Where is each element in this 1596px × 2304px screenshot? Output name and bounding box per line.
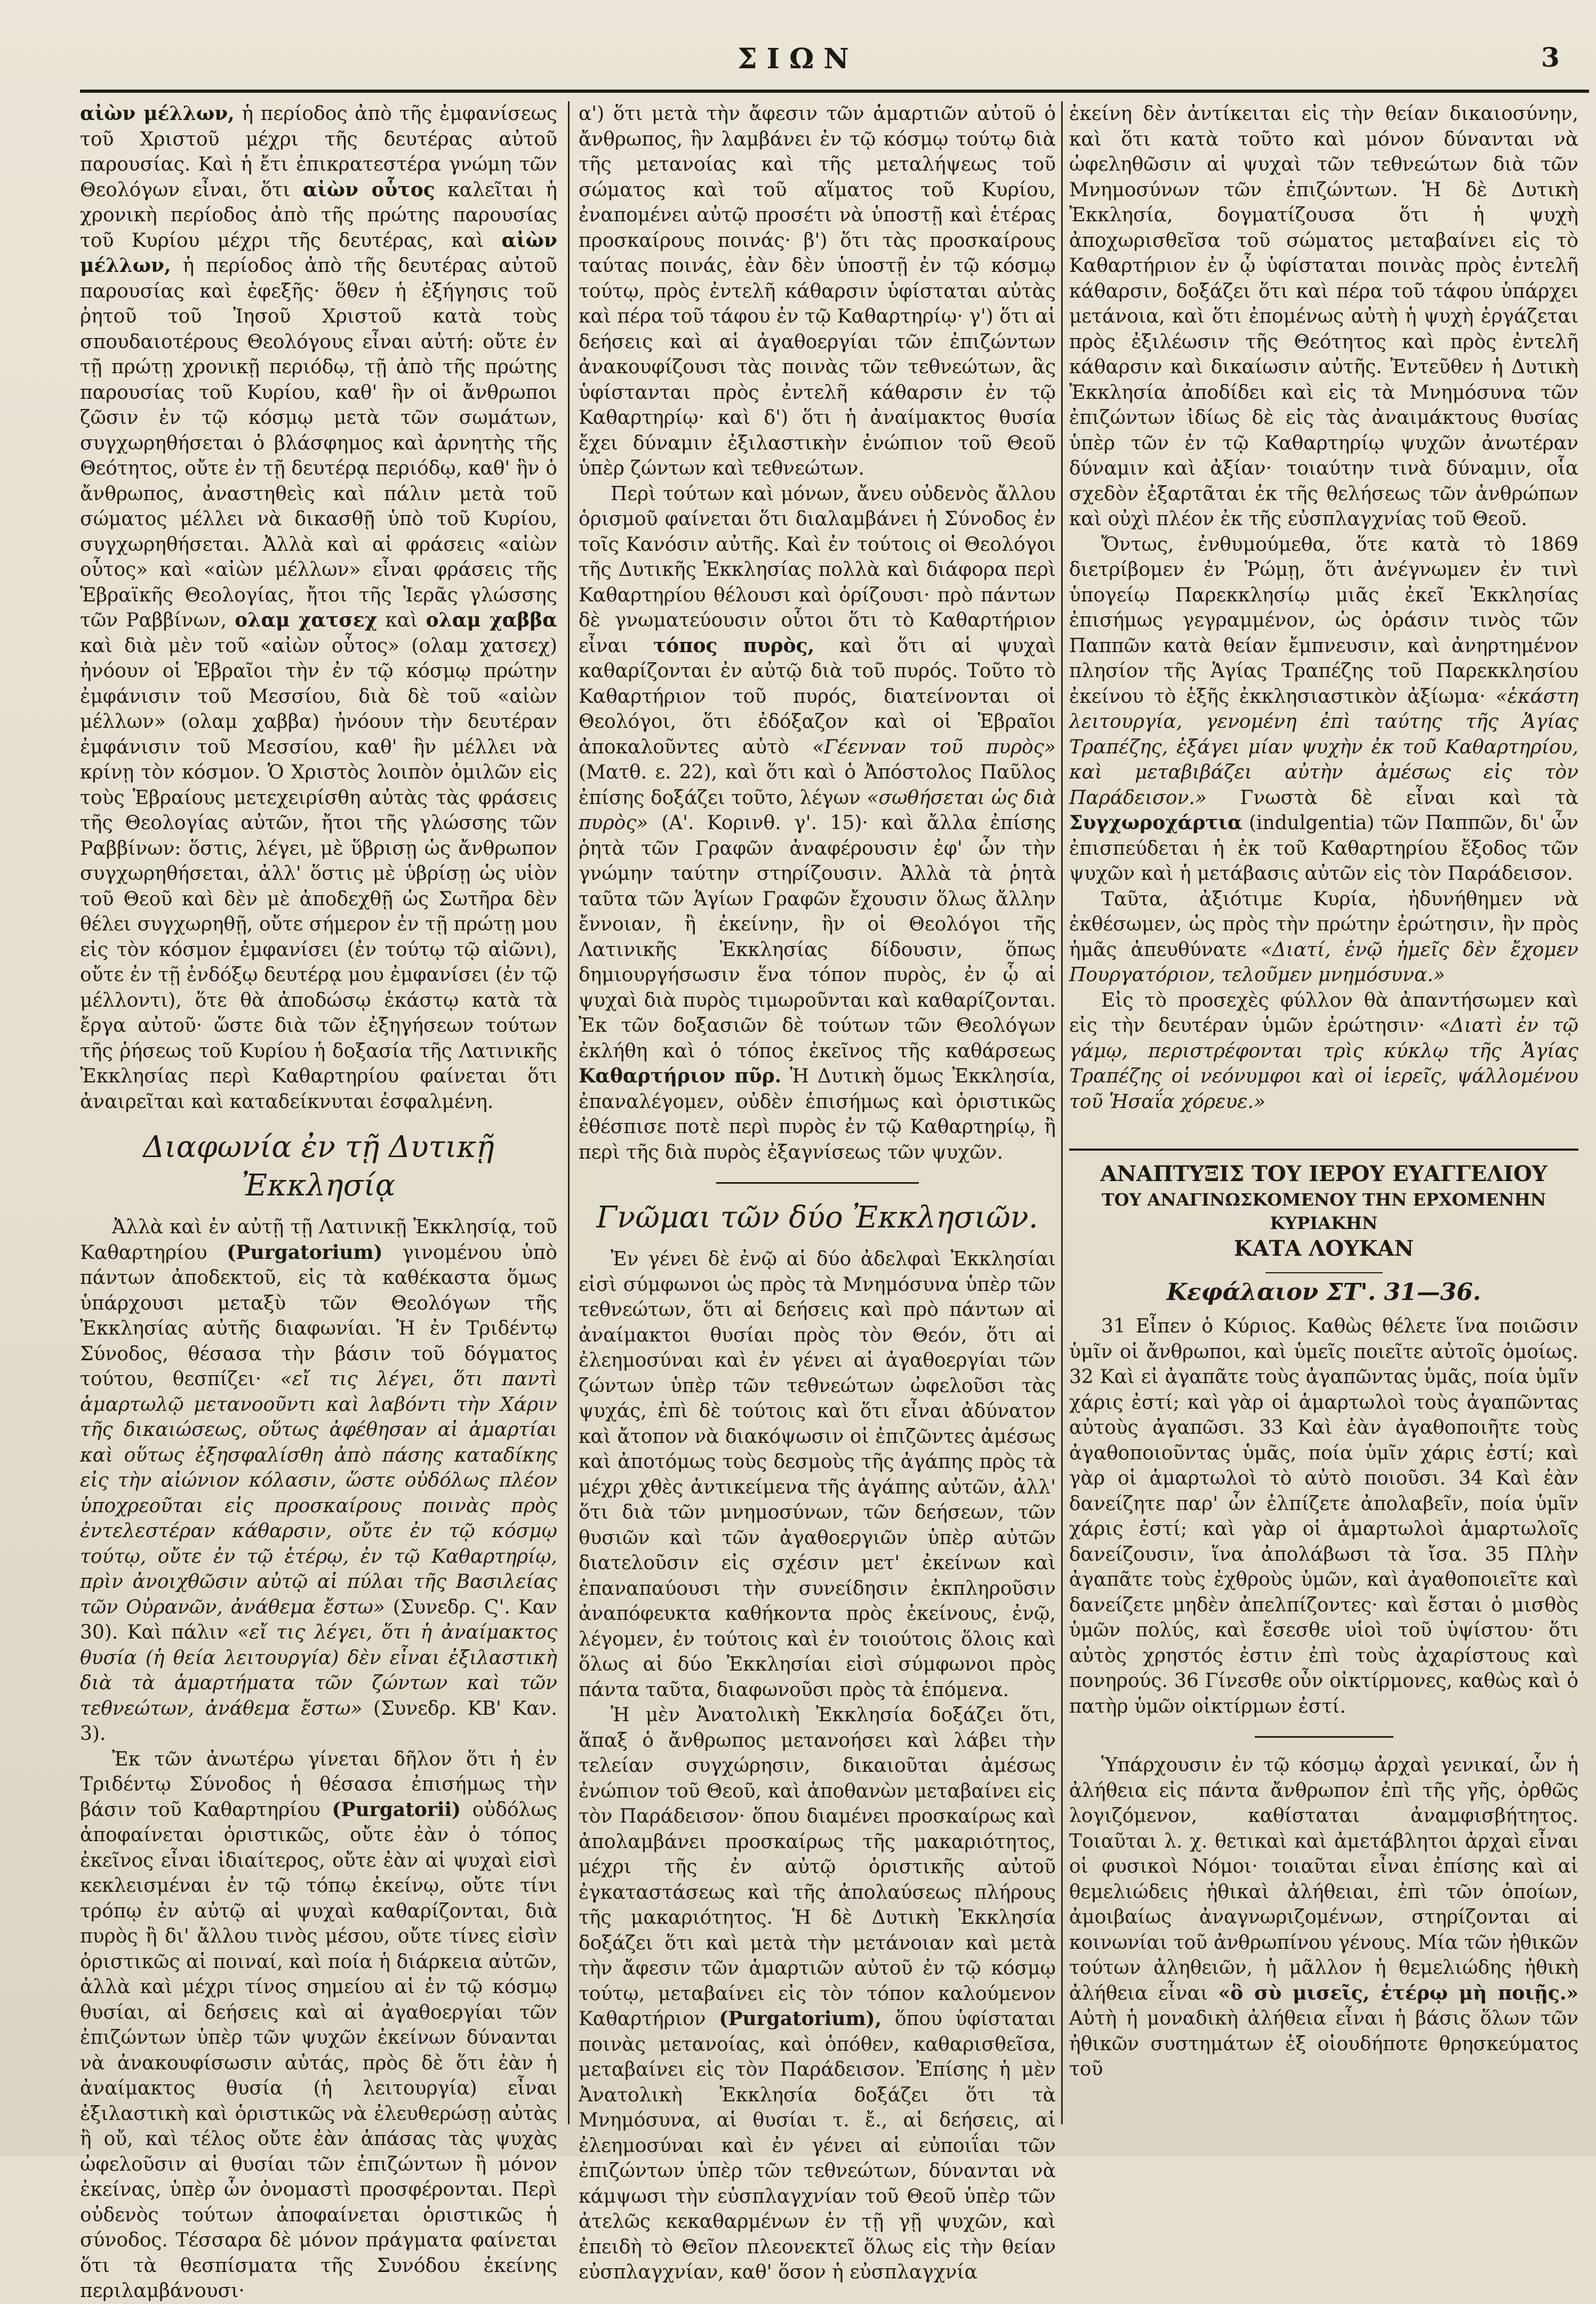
text-run: καὶ ὅτι αἱ ψυχαὶ καθαρίζονται ἐν αὐτῷ διὰ τοῦ πυρός. Τοῦτο τὸ Καθαρτήριον τοῦ πυρός, διατείνονται οἱ Θεολόγοι, ὅτι ἐδόξαζον καὶ οἱ Ἑβραῖοι ἀποκαλοῦντες αὐτὸ bbox=[579, 635, 1056, 758]
text-run: (Συνεδρ. Ϛ'. Καν 30). Καὶ πάλιν bbox=[80, 1596, 557, 1643]
text-run: (Α'. Κορινθ. γ'. 15)· καὶ ἄλλα ἐπίσης ῥητὰ τῶν Γραφῶν ἀναφέρουσιν ἐφ' ὧν τὴν γνώμην ταύτην στηρίζουσιν. Ἀλλὰ τὰ ῥητὰ ταῦτα τῶν Ἁγίων Γραφῶν ἔχουσιν ὅλως ἄλλην ἔννοιαν, ἢ ἐκείνην, ἣν οἱ Θεολόγοι τῆς Λατινικῆς Ἐκκλησίας δίδουσιν, ὅπως δημιουργήσωσιν ἕνα τόπον πυρὸς, ἐν ᾧ αἱ ψυχαὶ διὰ πυρὸς τιμωροῦνται καὶ καθαρίζονται. Ἐκ τῶν δοξασιῶν δὲ τούτων τῶν Θεολόγων ἐκλήθη καὶ ὁ τόπος ἐκεῖνος τῆς καθάρσεως bbox=[579, 812, 1056, 1062]
text-run: (Συνεδρ. ΚΒ' Καν. 3). bbox=[80, 1697, 557, 1745]
text-run: γινομένου ὑπὸ πάντων ἀποδεκτοῦ, εἰς τὰ καθέκαστα ὅμως ὑπάρχουσι μεταξὺ τῶν Θεολόγων τῆς Ἐκκλησίας αὐτῆς διαφωνίαι. Ἡ ἐν Τριδέντῳ Σύνοδος, θέσασα τὴν βάσιν τοῦ δόγματος τούτου, θεσπίζει· bbox=[80, 1241, 557, 1390]
text-run: Γνωστὰ δὲ εἶναι καὶ τὰ bbox=[1206, 786, 1578, 809]
quotation: «εἴ τις λέγει, ὅτι ἡ ἀναίμακτος θυσία (ἡ θεία λειτουργία) δὲν εἶναι ἐξιλαστικὴ διὰ τὰ ἁμαρτήματα τῶν ζώντων καὶ τῶν τεθνεώτων, ἀνάθεμα ἔστω» bbox=[80, 1621, 558, 1720]
gospel-subheading: ΤΟΥ ΑΝΑΓΙΝΩΣΚΟΜΕΝΟΥ ΤΗΝ ΕΡΧΟΜΕΝΗΝ ΚΥΡΙΑΚΗΝ bbox=[1101, 1190, 1546, 1233]
bold-term: Καθαρτήριον πῦρ. bbox=[579, 1065, 782, 1087]
text-run: Εἰς τὸ προσεχὲς φύλλον θὰ ἀπαντήσωμεν καὶ εἰς τὴν δευτέραν ὑμῶν ἐρώτησιν· bbox=[1069, 989, 1578, 1037]
bold-term: (Purgatorii) bbox=[332, 1798, 461, 1821]
page-header bbox=[0, 0, 1596, 101]
text-run: α') ὅτι μετὰ τὴν ἄφεσιν τῶν ἁμαρτιῶν αὐτοῦ ὁ ἄνθρωπος, ἣν λαμβάνει ἐν τῷ κόσμῳ τούτῳ διὰ τῆς μετανοίας καὶ τῆς μεταλήψεως τοῦ σώματος καὶ τοῦ αἵματος τοῦ Κυρίου, ἐναπομένει αὐτῷ προσέτι νὰ ὑποστῇ καὶ ἑτέρας προσκαίρους ποινάς· β') ὅτι τὰς προσκαίρους ταύτας ποινάς, ἐὰν δὲν ὑποστῇ ἐν τῷ κόσμῳ τούτῳ, πρὸς ἐντελῆ κάθαρσιν ὑφίσταται αὐτὰς καὶ πέρα τοῦ τάφου ἐν τῷ Καθαρτηρίῳ· γ') ὅτι αἱ δεήσεις καὶ αἱ ἀγαθοεργίαι τῶν ἐπιζώντων ἀνακουφίζουσι τὰς ποινὰς τῶν τεθνεώτων, ἃς ὑφίστανται πρὸς ἐντελῆ κάθαρσιν ἐν τῷ Καθαρτηρίῳ· καὶ δ') ὅτι ἡ ἀναίμακτος θυσία ἔχει δύναμιν ἐξιλαστικὴν ἐνώπιον τοῦ Θεοῦ ὑπὲρ ζώντων καὶ τεθνεώτων. bbox=[579, 103, 1056, 479]
masthead-title: ΣΙΩΝ bbox=[737, 43, 859, 75]
bold-term: τόπος πυρὸς, bbox=[653, 634, 815, 657]
section-separator bbox=[1255, 1736, 1393, 1738]
bold-term: αἰὼν μέλλων, bbox=[80, 102, 235, 125]
text-run: Αὐτὴ ἡ μοναδικὴ ἀλήθεια εἶναι ἡ βάσις ὅλων τῶν ἠθικῶν συστημάτων ἐξ οἱουδήποτε θρησκεύματος τοῦ bbox=[1069, 2008, 1578, 2080]
quotation: «Γέενναν τοῦ πυρὸς» bbox=[812, 736, 1056, 758]
section-title: Διαφωνία ἐν τῇ Δυτικῇ Ἐκκλησίᾳ bbox=[143, 1130, 494, 1203]
text-run: Ἡ Δυτικὴ ὅμως Ἐκκλησία, ἐπαναλέγομεν, οὐδὲν ἐπισήμως καὶ ὁριστικῶς ἐθέσπισε ποτὲ περὶ πυρὸς ἐν τῷ Καθαρτηρίῳ, ἢ περὶ τῆς διὰ πυρὸς ἐξαγνίσεως τῶν ψυχῶν. bbox=[579, 1065, 1056, 1163]
paragraph bbox=[579, 1247, 1056, 1703]
text-run: Ἐκ τῶν ἀνωτέρω γίνεται δῆλον ὅτι ἡ ἐν Τριδέντῳ Σύνοδος ἡ θέσασα ἐπισήμως τὴν βάσιν τοῦ Καθαρτηρίου bbox=[80, 1748, 557, 1821]
paragraph bbox=[1069, 887, 1578, 988]
paragraph bbox=[80, 1215, 557, 1747]
paragraph bbox=[579, 481, 1056, 1166]
section-separator bbox=[716, 1182, 919, 1184]
column-1 bbox=[80, 101, 558, 2302]
column-divider bbox=[568, 101, 570, 2124]
bold-term: αἰὼν οὗτος bbox=[302, 178, 435, 201]
paragraph bbox=[1069, 1314, 1578, 1719]
column-2 bbox=[579, 101, 1056, 2283]
section-title: Γνῶμαι τῶν δύο Ἐκκλησιῶν. bbox=[596, 1200, 1038, 1235]
bold-term: (Purgatorium), bbox=[719, 2008, 882, 2030]
text-run: 31 Εἶπεν ὁ Κύριος. Καθὼς θέλετε ἵνα ποιῶσιν ὑμῖν οἱ ἄνθρωποι, καὶ ὑμεῖς ποιεῖτε αὐτοῖς ὁμοίως. 32 Καὶ εἰ ἀγαπᾶτε τοὺς ἀγαπῶντας ὑμᾶς, ποία ὑμῖν χάρις ἐστί; καὶ γὰρ οἱ ἁμαρτωλοὶ τοὺς ἀγαπῶντας αὐτοὺς ἀγαπῶσι. 33 Καὶ ἐὰν ἀγαθοποιῆτε τοὺς ἀγαθοποιοῦντας ὑμᾶς, ποία ὑμῖν χάρις ἐστί; καὶ γὰρ οἱ ἁμαρτωλοὶ τὸ αὐτὸ ποιοῦσι. 34 Καὶ ἐὰν δανείζητε παρ' ὧν ἐλπίζετε ἀπολαβεῖν, ποία ὑμῖν χάρις ἐστί; καὶ γὰρ οἱ ἁμαρτωλοὶ ἁμαρτωλοῖς δανείζουσιν, ἵνα ἀπολάβωσι τὰ ἴσα. 35 Πλὴν ἀγαπᾶτε τοὺς ἐχθροὺς ὑμῶν, καὶ ἀγαθοποιεῖτε καὶ δανείζετε μηδὲν ἀπελπίζοντες· καὶ ἔσται ὁ μισθὸς ὑμῶν πολύς, καὶ ἔσεσθε υἱοὶ τοῦ ὑψίστου· ὅτι αὐτὸς χρηστός ἐστιν ἐπὶ τοὺς ἀχαρίστους καὶ πονηρούς. 36 Γίνεσθε οὖν οἰκτίρμονες, καθὼς καὶ ὁ πατὴρ ὑμῶν οἰκτίρμων ἐστί. bbox=[1069, 1315, 1578, 1717]
paragraph bbox=[80, 1747, 557, 2304]
heading-rule bbox=[1265, 1272, 1383, 1273]
text-run: ἐκείνη δὲν ἀντίκειται εἰς τὴν θείαν δικαιοσύνην, καὶ ὅτι κατὰ τοῦτο καὶ μόνον δύνανται νὰ ὠφεληθῶσιν αἱ ψυχαὶ τῶν τεθνεώτων διὰ τῶν Μνημοσύνων τῶν ἐπιζώντων. Ἡ δὲ Δυτικὴ Ἐκκλησία, δογματίζουσα ὅτι ἡ ψυχὴ ἀποχωρισθεῖσα τοῦ σώματος μεταβαίνει εἰς τὸ Καθαρτήριον ἐν ᾧ ὑφίσταται ποινὰς πρὸς ἐντελῆ κάθαρσιν, δοξάζει ὅτι καὶ πέρα τοῦ τάφου ὑπάρχει μετάνοια, καὶ ὅτι ἐπομένως αὐτὴ ἡ ψυχὴ ἐργάζεται πρὸς ἐξιλέωσιν τῆς Θεότητος καὶ πρὸς ἐντελῆ κάθαρσιν καὶ δικαίωσιν αὐτῆς. Ἐντεῦθεν ἡ Δυτικὴ Ἐκκλησία ἀποδίδει καὶ εἰς τὰ Μνημόσυνα τῶν ἐπιζώντων ἰδίως δὲ εἰς τὰς ἀναιμάκτους θυσίας ὑπὲρ τῶν ἐν τῷ Καθαρτηρίῳ ψυχῶν ἀνωτέραν δύναμιν καὶ ἀξίαν· τοιαύτην τινὰ δύναμιν, οἷα σχεδὸν ἐξαρτᾶται ἐκ τῆς θελήσεως τῶν ἀνθρώπων καὶ οὐχὶ πλέον ἐκ τῆς εὐσπλαγχνίας τοῦ Θεοῦ. bbox=[1069, 103, 1578, 530]
gospel-heading: ΑΝΑΠΤΥΞΙΣ ΤΟΥ ΙΕΡΟΥ ΕΥΑΓΓΕΛΙΟΥ bbox=[1069, 1149, 1578, 1188]
quotation: «Διατί, ἐνῷ ἡμεῖς δὲν ἔχομεν Πουργατόριον, τελοῦμεν μνημόσυνα.» bbox=[1069, 938, 1578, 986]
column-3 bbox=[1069, 101, 1578, 2124]
quotation: «Διατὶ ἐν τῷ γάμῳ, περιστρέφονται τρὶς κύκλῳ τῆς Ἁγίας Τραπέζης οἱ νεόνυμφοι καὶ οἱ ἱερεῖς, ψάλλομένου τοῦ Ἡσαΐα χόρευε.» bbox=[1069, 1015, 1578, 1113]
text-run: οὐδόλως ἀποφαίνεται ὁριστικῶς, οὔτε ἐὰν ὁ τόπος ἐκεῖνος εἶναι ἰδιαίτερος, οὔτε ἐὰν αἱ ψυχαὶ εἰσὶ κεκλεισμέναι ἐν τῷ τόπῳ ἐκείνῳ, οὔτε τίνι τρόπῳ ἐν αὐτῷ αἱ ψυχαὶ καθαρίζονται, διὰ πυρὸς ἢ δι' ἄλλου τινὸς μέσου, οὔτε τίνες εἰσὶν ὁριστικῶς αἱ ποιναί, καὶ ποία ἡ διάρκεια αὐτῶν, ἀλλὰ καὶ μέχρι τίνος σημείου αἱ ἐν τῷ κόσμῳ θυσίαι, αἱ δεήσεις καὶ αἱ ἀγαθοεργίαι τῶν ἐπιζώντων ὑπὲρ τῶν ψυχῶν ἐκείνων δύνανται νὰ ἀνακουφίσωσιν αὐτάς, πρὸς δὲ ὅτι ἐὰν ἡ ἀναίμακτος θυσία (ἡ λειτουργία) εἶναι ἐξιλαστικὴ καὶ ὁριστικῶς νὰ ἐλευθερώσῃ αὐτὰς ἢ οὔ, καὶ τέλος οὔτε ἐὰν ἁπάσας τὰς ψυχὰς ὠφελοῦσιν αἱ θυσίαι τῶν ἐπιζώντων ἢ μόνον ἐκείνας, ὑπὲρ ὧν ὀνομαστὶ προσφέρονται. Περὶ οὐδενὸς τούτων ἀποφαίνεται ὁριστικῶς ἡ σύνοδος. Τέσσαρα δὲ μόνον πράγματα φαίνεται ὅτι τὰ θεσπίσματα τῆς Συνόδου ἐκείνης περιλαμβάνουσι· bbox=[80, 1799, 557, 2302]
column-divider bbox=[1061, 101, 1063, 2124]
text-run: Ὄντως, ἐνθυμούμεθα, ὅτε κατὰ τὸ 1869 διετρίβομεν ἐν Ῥώμῃ, ὅτι ἀνέγνωμεν ἐν τινὶ ὑπογείῳ Παρεκκλησίῳ μιᾶς ἐκεῖ Ἐκκλησίας ἐπισήμως γεγραμμένον, ὡς ὁράσιν τινὸς τῶν Παππῶν κατὰ θείαν ἔμπνευσιν, καὶ ἀνηρτημένον πλησίον τῆς Ἁγίας Τραπέζης τοῦ Παρεκκλησίου ἐκείνου τὸ ἑξῆς ἐκκλησιαστικὸν ἀξίωμα· bbox=[1069, 533, 1578, 708]
text-run: Ἡ μὲν Ἀνατολικὴ Ἐκκλησία δοξάζει ὅτι, ἅπαξ ὁ ἄνθρωπος μετανοήσει καὶ λάβει τὴν τελείαν συγχώρησιν, δικαιοῦται ἀμέσως ἐνώπιον τοῦ Θεοῦ, καὶ ἀποθανὼν μεταβαίνει εἰς τὸν Παράδεισον· ὅπου διαμένει προσκαίρως καὶ ἀπολαμβάνει προσκαίρως τῆς μακαριότητος, μέχρι τῆς ἐν αὐτῷ ὁριστικῆς αὐτοῦ ἐγκαταστάσεως καὶ τῆς ἀπολαύσεως πλήρους τῆς μακαριότητος. Ἡ δὲ Δυτικὴ Ἐκκλησία δοξάζει ὅτι καὶ μετὰ τὴν μετάνοιαν καὶ μετὰ τὴν ἄφεσιν τῶν ἁμαρτιῶν αὐτοῦ ἐν τῷ κόσμῳ τούτῳ, μεταβαίνει εἰς τὸν τόπον καλούμενον Καθαρτήριον bbox=[579, 1704, 1056, 2030]
text-run: Περὶ τούτων καὶ μόνων, ἄνευ οὐδενὸς ἄλλου ὁρισμοῦ φαίνεται ὅτι διαλαμβάνει ἡ Σύνοδος ἐν τοῖς Κανόσιν αὐτῆς. Καὶ ἐν τούτοις οἱ Θεολόγοι τῆς Δυτικῆς Ἐκκλησίας πολλὰ καὶ διάφορα περὶ Καθαρτηρίου θέλουσι καὶ ὁρίζουσι· πρὸ πάντων δὲ γνωματεύουσιν οὗτοι ὅτι τὸ Καθαρτήριον εἶναι bbox=[579, 483, 1056, 657]
gospel-book: ΚΑΤΑ ΛΟΥΚΑΝ bbox=[1233, 1236, 1414, 1261]
bold-term: ολαμ χαββα bbox=[426, 609, 557, 631]
bold-term: ολαμ χατσεχ bbox=[235, 609, 378, 631]
text-run: καλεῖται ἡ χρονικὴ περίοδος ἀπὸ τῆς πρώτης παρουσίας τοῦ Κυρίου μέχρι τῆς δευτέρας, καὶ bbox=[80, 179, 557, 252]
text-run: (Ματθ. ε. 22), καὶ ὅτι καὶ ὁ Ἀπόστολος Παῦλος ἐπίσης δοξάζει τοῦτο, λέγων bbox=[579, 761, 1056, 809]
bold-term: Συγχωροχάρτια bbox=[1069, 812, 1242, 834]
text-run: Ὑπάρχουσιν ἐν τῷ κόσμῳ ἀρχαὶ γενικαί, ὧν ἡ ἀλήθεια εἰς πάντα ἄνθρωπον ἐπὶ τῆς γῆς, ὀρθῶς λογιζόμενον, καθίσταται ἀναμφισβήτητος. Τοιαῦται λ. χ. θετικαὶ καὶ ἀμετάβλητοι ἀρχαὶ εἶναι οἱ φυσικοὶ Νόμοι· τοιαῦται εἶναι ἐπίσης καὶ αἱ θεμελιώδεις ἠθικαὶ ἀλήθειαι, ἐπὶ τῶν ὁποίων, ἀμοιβαίως ἀναγνωριζομένων, στηρίζονται αἱ κοινωνίαι τοῦ ἀνθρωπίνου γένους. Μία τῶν ἠθικῶν τούτων ἀληθειῶν, ἡ μᾶλλον ἡ θεμελιώδης ἠθικὴ ἀλήθεια εἶναι bbox=[1069, 1754, 1578, 2004]
header-rule bbox=[80, 90, 1589, 93]
text-run: καὶ bbox=[377, 609, 426, 631]
quotation: «σωθήσεται ὡς διὰ πυρὸς» bbox=[579, 786, 1056, 834]
paragraph bbox=[579, 1703, 1056, 2285]
paragraph bbox=[1069, 532, 1578, 887]
quotation: «εἴ τις λέγει, ὅτι παντὶ ἁμαρτωλῷ μετανοοῦντι καὶ λαβόντι τὴν Χάριν τῆς δικαιώσεως, οὕτως ἀφέθησαν αἱ ἁμαρτίαι καὶ οὕτως ἐξησφαλίσθη ἀπὸ πάσης καταδίκης εἰς τὴν αἰώνιον κόλασιν, ὥστε οὐδόλως πλέον ὑποχρεοῦται εἰς προσκαίρους ποινὰς πρὸς ἐντελεστέραν κάθαρσιν, οὔτε ἐν τῷ κόσμῳ τούτῳ, οὔτε ἐν τῷ ἑτέρῳ, ἐν τῷ Καθαρτηρίῳ, πρὶν ἀνοιχθῶσιν αὐτῷ αἱ πύλαι τῆς Βασιλείας τῶν Οὐρανῶν, ἀνάθεμα ἔστω» bbox=[80, 1368, 557, 1618]
page-number: 3 bbox=[1541, 42, 1560, 73]
bold-term: (Purgatorium) bbox=[227, 1241, 383, 1264]
paragraph bbox=[1069, 988, 1578, 1115]
chapter-reference: Κεφάλαιον ΣΤ'. 31—36. bbox=[1166, 1279, 1481, 1306]
text-run: ἡ περίοδος ἀπὸ τῆς δευτέρας αὐτοῦ παρουσίας καὶ ἐφεξῆς· ὅθεν ἡ ἐξήγησις τοῦ ῥητοῦ τοῦ Ἰησοῦ Χριστοῦ κατὰ τοὺς σπουδαιοτέρους Θεολόγους εἶναι αὐτή: οὔτε ἐν τῇ πρώτῃ χρονικῇ περιόδῳ, τῇ ἀπὸ τῆς πρώτης παρουσίας τοῦ Κυρίου, καθ' ἣν οἱ ἄνθρωποι ζῶσιν ἐν τῷ κόσμῳ μετὰ τῶν σωμάτων, συγχωρηθήσεται ὁ βλάσφημος καὶ ἀρνητὴς τῆς Θεότητος, οὔτε ἐν τῇ δευτέρᾳ περιόδῳ, καθ' ἣν ὁ ἄνθρωπος, ἀναστηθεὶς καὶ πάλιν μετὰ τοῦ σώματος μέλλει νὰ δικασθῇ ὑπὸ τοῦ Κυρίου, συγχωρηθήσεται. Ἀλλὰ καὶ αἱ φράσεις «αἰὼν οὗτος» καὶ «αἰὼν μέλλων» εἶναι φράσεις τῆς Ἑβραϊκῆς Θεολογίας, ἤτοι τῆς Ἱερᾶς γλώσσης τῶν Ραββίνων, bbox=[80, 255, 557, 631]
paragraph bbox=[579, 101, 1056, 481]
bold-term: αἰὼν μέλλων, bbox=[80, 229, 557, 277]
text-run: ὅπου ὑφίσταται ποινὰς μετανοίας, καὶ ὁπόθεν, καθαρισθεῖσα, μεταβαίνει εἰς τὸν Παράδεισον. Ἐπίσης ἡ μὲν Ἀνατολικὴ Ἐκκλησία δοξάζει ὅτι τὰ Μνημόσυνα, αἱ θυσίαι τ. ἔ., αἱ δεήσεις, αἱ ἐλεημοσύναι καὶ ἐν γένει αἱ εὐποιΐαι τῶν ἐπιζώντων ὑπὲρ τῶν τεθνεώτων, δύνανται νὰ κάμψωσι τὴν εὐσπλαγχνίαν τοῦ Θεοῦ ὑπὲρ τῶν ἀτελῶς κεκαθαρμένων ἐν τῇ γῇ ψυχῶν, καὶ ἐπειδὴ τὸ Θεῖον πλεονεκτεῖ ὅλως εἰς τὴν θείαν εὐσπλαγχνίαν, καθ' ὅσον ἡ εὐσπλαγχνία bbox=[579, 2008, 1056, 2283]
paragraph bbox=[1069, 101, 1578, 532]
text-run: Ἐν γένει δὲ ἐνῷ αἱ δύο ἀδελφαὶ Ἐκκλησίαι εἰσὶ σύμφωνοι ὡς πρὸς τὰ Μνημόσυνα ὑπὲρ τῶν τεθνεώτων, ὅτι αἱ δεήσεις καὶ πρὸ πάντων αἱ ἀναίμακτοι θυσίαι πρὸς τὸν Θεόν, ὅτι αἱ ἐλεημοσύναι καὶ ἐν γένει αἱ ἀγαθοεργίαι τῶν ζώντων ὑπὲρ τῶν τεθνεώτων ὠφελοῦσι τὰς ψυχάς, ἐπὶ δὲ τούτοις καὶ ὅτι εἶναι ἀδύνατον καὶ ἄτοπον νὰ διακόψωσιν οἱ ἐπιζῶντες ἀμέσως καὶ ἀποτόμως τοὺς δεσμοὺς τῆς ἀγάπης πρὸς τὰ μέχρι χθὲς ἀντικείμενα τῆς ἀγάπης αὐτῶν, ἀλλ' ὅτι διὰ τῶν μνημοσύνων, τῶν δεήσεων, τῶν θυσιῶν καὶ τῶν ἀγαθοεργιῶν ὑπὲρ αὐτῶν διατελοῦσιν εἰς σχέσιν μετ' ἐκείνων καὶ ἐπαναπαύουσι τὴν συνείδησιν ἐκπληροῦσιν ἀναπόφευκτα καθήκοντα πρὸς ἐκείνους, ἐνῷ, λέγομεν, ἐν τούτοις καὶ ἐν τοιούτοις ὅλοις καὶ ὅλως αἱ δύο Ἐκκλησίαι εἰσὶ σύμφωνοι πρὸς πάντα ταῦτα, διαφωνοῦσι πρὸς τὰ ἑπόμενα. bbox=[579, 1248, 1056, 1701]
text-run: καὶ διὰ μὲν τοῦ «αἰὼν οὗτος» (ολαμ χατσεχ) ἠνόουν οἱ Ἑβραῖοι τὴν ἐν τῷ κόσμῳ πρώτην ἐμφάνισιν τοῦ Μεσσίου, διὰ δὲ τοῦ «αἰὼν μέλλων» (ολαμ χαββα) ἠνόουν τὴν δευτέραν ἐμφάνισιν τοῦ Μεσσίου, καθ' ἣν μέλλει νὰ κρίνῃ τὸν κόσμον. Ὁ Χριστὸς λοιπὸν ὁμιλῶν εἰς τοὺς Ἑβραίους μετεχειρίσθη αὐτὰς τὰς φράσεις τῆς Θεολογίας αὐτῶν, ἤτοι τῆς γλώσσης τῶν Ραββίνων: ὅστις, λέγει, μὲ ὕβρισῃ ὡς ἄνθρωπον συγχωρηθήσεται, ἀλλ' ὅστις μὲ ὑβρίσῃ ὡς υἱὸν τοῦ Θεοῦ καὶ δὲν μὲ ἀποδεχθῇ ὡς Σωτῆρα δὲν θέλει συγχωρηθῇ, οὔτε σήμερον ἐν τῇ πρώτῃ μου εἰς τὸν κόσμον ἐμφανίσει (ἐν τούτῳ τῷ αἰῶνι), οὔτε ἐν τῇ ἐνδόξῳ δευτέρᾳ μου ἐμφανίσει (ἐν τῷ μέλλοντι), ὅτε θὰ ἀποδώσῳ ἑκάστῳ κατὰ τὰ ἔργα αὐτοῦ· ὥστε διὰ τῶν ἐξηγήσεων τούτων τῆς ῥήσεως τοῦ Κυρίου ἡ δοξασία τῆς Λατινικῆς Ἐκκλησίας περὶ Καθαρτηρίου φαίνεται ὅτι ἀναιρεῖται καὶ καταδείκνυται ἐσφαλμένη. bbox=[80, 635, 557, 1113]
paragraph bbox=[80, 101, 557, 1114]
text-run: ἡ περίοδος ἀπὸ τῆς ἐμφανίσεως τοῦ Χριστοῦ μέχρι τῆς δευτέρας αὐτοῦ παρουσίας. Καὶ ἡ ἔτι ἐπικρατεστέρα γνώμη τῶν Θεολόγων εἶναι, ὅτι bbox=[80, 103, 558, 201]
paragraph bbox=[1069, 1753, 1578, 2082]
text-run: (indulgentia) τῶν Παππῶν, δι' ὧν ἐπισπεύδεται ἡ ἐκ τοῦ Καθαρτηρίου ἔξοδος τῶν ψυχῶν καὶ ἡ μετάβασις αὐτῶν εἰς τὸν Παράδεισον. bbox=[1069, 812, 1578, 885]
bold-term: «ὃ σὺ μισεῖς, ἑτέρῳ μὴ ποιῇς.» bbox=[1218, 1981, 1578, 2004]
text-run: Ταῦτα, ἀξιότιμε Κυρία, ἠδυνήθημεν νὰ ἐκθέσωμεν, ὡς πρὸς τὴν πρώτην ἐρώτησιν, ἣν πρὸς ἡμᾶς ἀπευθύνατε bbox=[1069, 888, 1578, 961]
quotation: «ἑκάστη λειτουργία, γενομένη ἐπὶ ταύτης τῆς Ἁγίας Τραπέζης, ἐξάγει μίαν ψυχὴν ἐκ τοῦ Καθαρτηρίου, καὶ μεταβιβάζει αὐτὴν ἀμέσως εἰς τὸν Παράδεισον.» bbox=[1069, 685, 1578, 809]
text-run: Ἀλλὰ καὶ ἐν αὐτῇ τῇ Λατινικῇ Ἐκκλησίᾳ, τοῦ Καθαρτηρίου bbox=[80, 1216, 557, 1264]
